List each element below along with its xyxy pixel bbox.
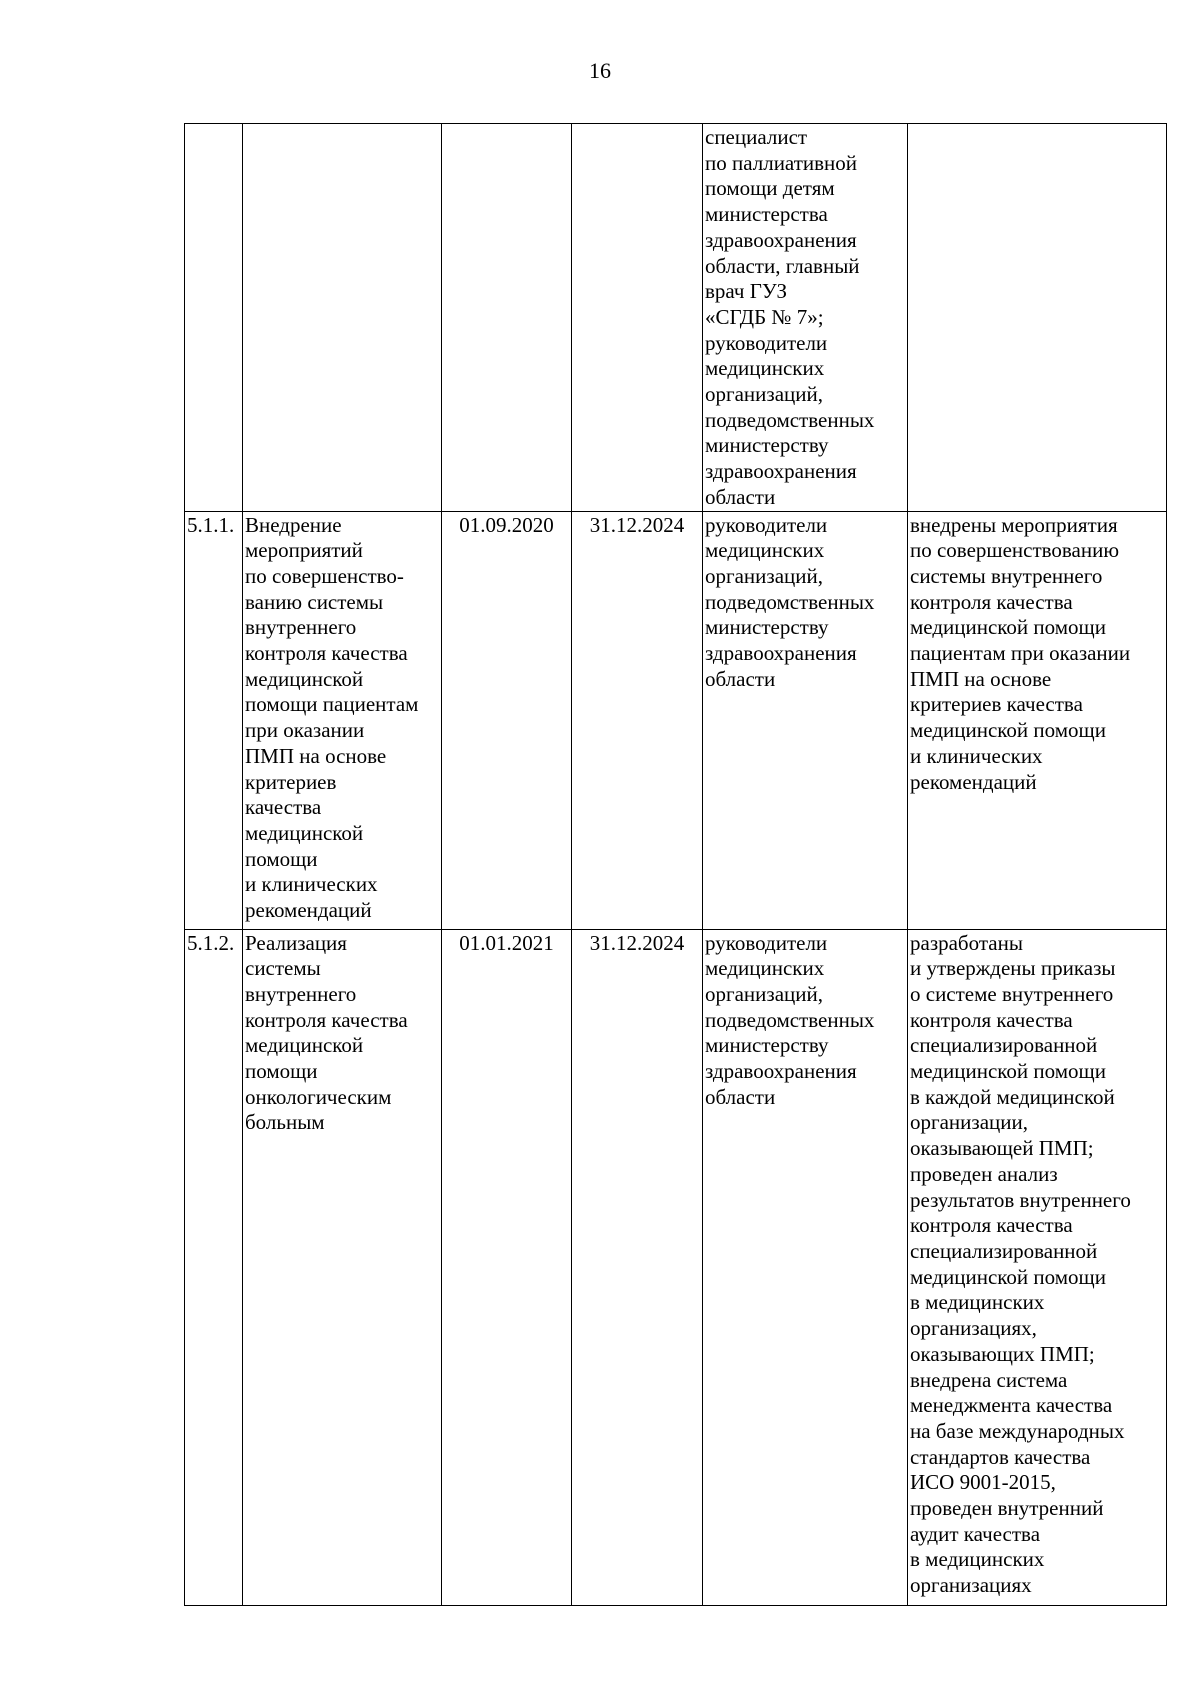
cell-line: ванию системы [245,589,384,614]
cell-line: и клинических [910,743,1043,768]
cell-line: специализированной [910,1033,1098,1058]
result-cell [908,124,1167,512]
end-date-cell [572,124,703,512]
cell-line: врач ГУЗ [705,279,787,304]
cell-line: менеджмента качества [910,1393,1113,1418]
cell-line: медицинской помощи [910,1264,1106,1289]
number-cell: 5.1.2. [185,929,243,1605]
cell-line: медицинской помощи [910,718,1106,743]
cell-line: помощи пациентам [245,692,419,717]
cell-line: министерству [705,1033,829,1058]
cell-line: оказывающих ПМП; [910,1341,1095,1366]
cell-line: онкологическим [245,1084,392,1109]
number-cell [185,124,243,512]
page-number: 16 [589,58,611,83]
cell-line: и клинических [245,872,378,897]
start-date-cell: 01.09.2020 [442,511,572,929]
cell-line: на базе международных [910,1418,1125,1443]
end-date-cell: 31.12.2024 [572,929,703,1605]
cell-line: проведен анализ [910,1161,1058,1186]
cell-line: медицинской помощи [910,1059,1106,1084]
cell-line: внедрены мероприятия [910,512,1118,537]
table-row [185,929,1167,1605]
cell-line: рекомендаций [910,769,1037,794]
cell-line: организаций, [705,981,823,1006]
cell-line: области, главный [705,253,860,278]
cell-line: ПМП на основе [245,743,387,768]
cell-line: ПМП на основе [910,666,1052,691]
cell-line: медицинской [245,820,364,845]
cell-line: подведомственных [705,589,875,614]
cell-line: «СГДБ № 7»; [705,304,824,329]
start-date-cell: 01.01.2021 [442,929,572,1605]
cell-line: контроля качества [910,589,1073,614]
cell-line: специализированной [910,1238,1098,1263]
cell-line: по совершенствованию [910,538,1120,563]
cell-line: проведен внутренний [910,1496,1104,1521]
cell-line: внутреннего [245,615,357,640]
cell-line: медицинских [705,956,825,981]
cell-line: организаций, [705,563,823,588]
cell-line: контроля качества [245,641,408,666]
cell-line: мероприятий [245,538,363,563]
cell-line: ИСО 9001-2015, [910,1470,1056,1495]
cell-line: помощи [245,1059,318,1084]
cell-line: оказывающей ПМП; [910,1136,1094,1161]
cell-line: в медицинских [910,1547,1045,1572]
responsible-cell [703,124,908,512]
table-body [185,124,1167,1606]
cell-line: критериев качества [910,692,1083,717]
result-cell [908,511,1167,929]
cell-line: области [705,1084,776,1109]
cell-line: руководители [705,930,828,955]
cell-line: руководители [705,512,828,537]
cell-line: стандартов качества [910,1444,1091,1469]
cell-line: аудит качества [910,1521,1041,1546]
cell-line: специалист [705,125,808,149]
cell-line: рекомендаций [245,898,372,923]
cell-line: результатов внутреннего [910,1187,1131,1212]
cell-line: организациях, [910,1316,1037,1341]
cell-line: в каждой медицинской [910,1084,1115,1109]
activity-table [184,123,1167,1606]
table-row [185,511,1167,929]
start-date-cell [442,124,572,512]
cell-line: Внедрение [245,512,342,537]
cell-line: здравоохранения [705,641,857,666]
cell-line: помощи [245,846,318,871]
cell-line: здравоохранения [705,227,857,252]
end-date-cell: 31.12.2024 [572,511,703,929]
activity-name-cell [243,511,442,929]
cell-line: здравоохранения [705,1059,857,1084]
cell-line: организаций, [705,382,823,407]
cell-line: организациях [910,1573,1032,1598]
cell-line: медицинской помощи [910,615,1106,640]
cell-line: руководители [705,330,828,355]
cell-line: медицинских [705,356,825,381]
activity-name-cell [243,124,442,512]
cell-line: помощи детям [705,176,835,201]
responsible-cell [703,929,908,1605]
number-cell: 5.1.1. [185,511,243,929]
cell-line: министерству [705,615,829,640]
cell-line: внутреннего [245,981,357,1006]
cell-line: медицинской [245,1033,364,1058]
activity-name-cell [243,929,442,1605]
cell-line: о системе внутреннего [910,981,1114,1006]
cell-line: области [705,666,776,691]
cell-line: по паллиативной [705,150,858,175]
cell-line: критериев [245,769,337,794]
cell-line: больным [245,1110,325,1135]
cell-line: контроля качества [910,1213,1073,1238]
cell-line: при оказании [245,718,365,743]
cell-line: качества [245,795,322,820]
cell-line: по совершенство- [245,563,404,588]
cell-line: контроля качества [245,1007,408,1032]
cell-line: медицинской [245,666,364,691]
cell-line: разработаны [910,930,1023,955]
cell-line: в медицинских [910,1290,1045,1315]
table-row-continuation [185,124,1167,512]
result-cell [908,929,1167,1605]
cell-line: пациентам при оказании [910,641,1131,666]
cell-line: внедрена система [910,1367,1068,1392]
cell-line: и утверждены приказы [910,956,1116,981]
cell-line: области [705,484,776,509]
cell-line: министерства [705,202,828,227]
cell-line: подведомственных [705,1007,875,1032]
cell-line: системы [245,956,321,981]
cell-line: подведомственных [705,407,875,432]
cell-line: медицинских [705,538,825,563]
cell-line: министерству [705,433,829,458]
cell-line: Реализация [245,930,347,955]
responsible-cell [703,511,908,929]
cell-line: организации, [910,1110,1028,1135]
cell-line: здравоохранения [705,459,857,484]
cell-line: системы внутреннего [910,563,1103,588]
cell-line: контроля качества [910,1007,1073,1032]
